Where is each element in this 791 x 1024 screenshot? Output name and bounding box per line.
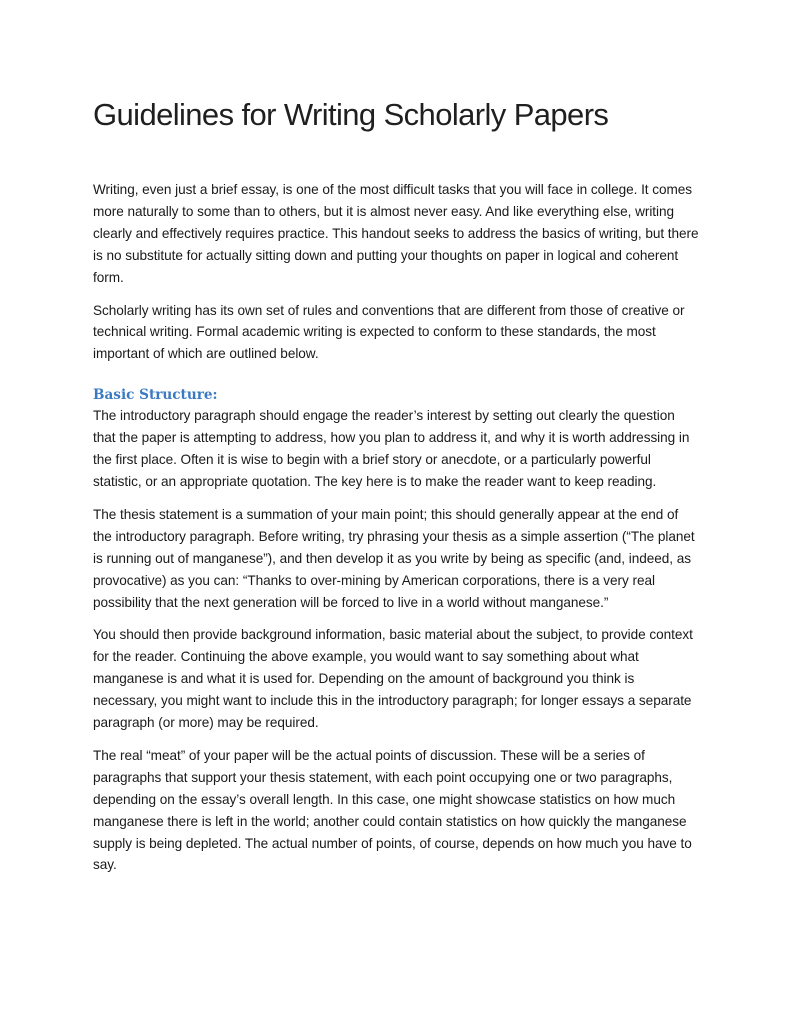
body-paragraph: The thesis statement is a summation of your main point; this should generally appear at the end of the introductory paragraph. Before writing, try phrasing your thesis as a simple assertion (“The planet is running out of manganese”), and then develop it as you write by being as specific (and, indeed, as provocative) as you can: “Thanks to over-mining by American corporations, there is a very real possibility that the next generation will be forced to live in a world without manganese.” xyxy=(93,506,695,610)
intro-paragraph: Writing, even just a brief essay, is one of the most difficult tasks that you will face in college. It comes more naturally to some than to others, but it is almost never easy. And like everything else, writing clearly and effectively requires practice. This handout seeks to address the basics of writing, but there is no substitute for actually sitting down and putting your thoughts on paper in logical and coherent form. xyxy=(93,182,699,285)
document-title: Guidelines for Writing Scholarly Papers xyxy=(93,97,609,132)
section-basic-structure xyxy=(93,385,699,876)
body-paragraph: The real “meat” of your paper will be the actual points of discussion. These will be a series of paragraphs that support your thesis statement, with each point occupying one or two paragraphs, depending on the essay’s overall length. In this case, one might showcase statistics on how much manganese there is left in the world; another could contain statistics on how quickly the manganese supply is being depleted. The actual number of points, of course, depends on how much you have to say. xyxy=(93,747,692,873)
body-paragraph: You should then provide background information, basic material about the subject, to provide context for the reader. Continuing the above example, you would want to say something about what manganese is and what it is used for. Depending on the amount of background you think is necessary, you might want to include this in the introductory paragraph; for longer essays a separate paragraph (or more) may be required. xyxy=(93,627,693,731)
body-paragraph: The introductory paragraph should engage the reader’s interest by setting out clearly the question that the paper is attempting to address, how you plan to address it, and why it is worth addressing in the first place. Often it is wise to begin with a brief story or anecdote, or a particularly powerful statistic, or an appropriate quotation. The key here is to make the reader want to keep reading. xyxy=(93,408,690,489)
section-heading: Basic Structure: xyxy=(93,387,218,404)
intro-paragraph: Scholarly writing has its own set of rules and conventions that are different from those of creative or technical writing. Formal academic writing is expected to conform to these standards, the most important of which are outlined below. xyxy=(93,302,685,362)
